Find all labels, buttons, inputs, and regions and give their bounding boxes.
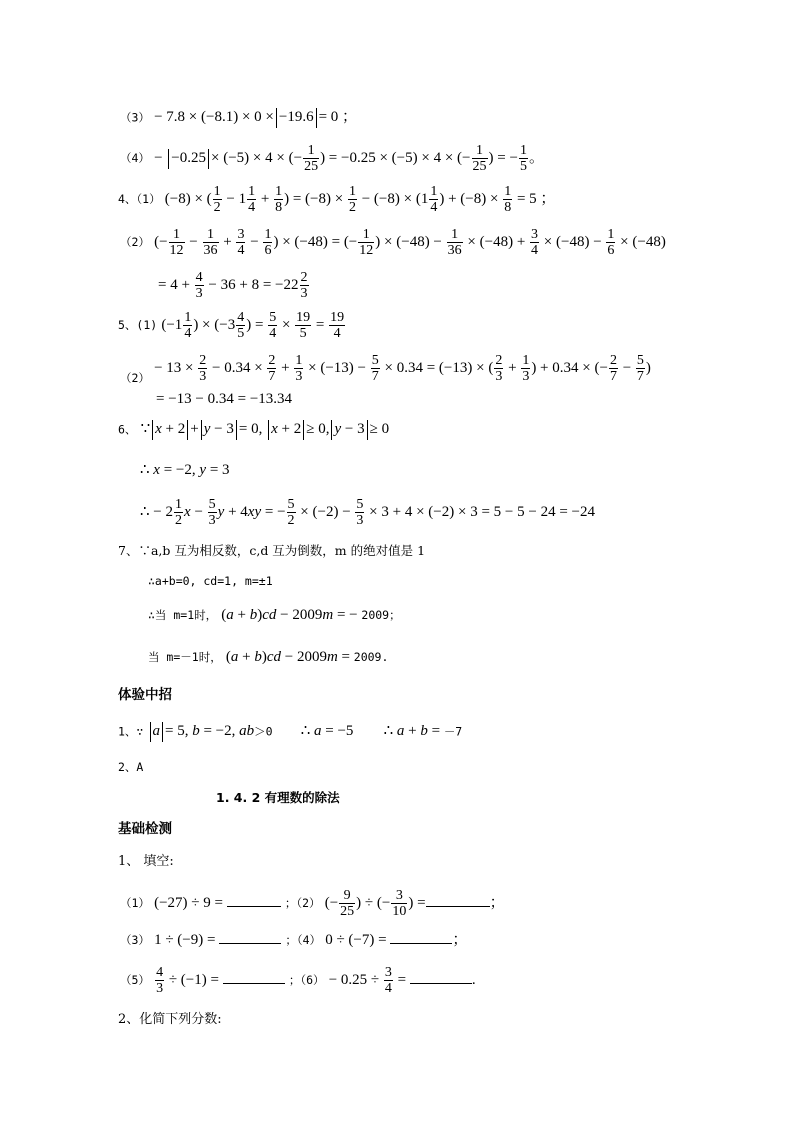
answer-blank[interactable] — [227, 894, 281, 907]
label: （2） — [120, 234, 150, 249]
answer-3-3 — [120, 108, 357, 128]
label: 4、（1） — [118, 191, 161, 206]
answer-7: 7、∵a,b 互为相反数，c,d 互为倒数，m 的绝对值是 1 — [118, 543, 426, 558]
answer-5-2-cont: = −13 − 0.34 = −13.34 — [156, 391, 293, 407]
expression: (−8) × ( $\frac{1}{2}$ − 1 $\frac{1}{4}$ + $\frac{1}{8}$ ) = (−8) × $\frac{1}{2}$ − (−8) × (1 $\frac{1}{4}$ ) + (−8) × $\frac{1}{8}$ = 5 ； — [164, 184, 556, 215]
basic-row-2: （3） 1 ÷ (−9) = ；（4） 0 ÷ (−7) = ； — [120, 932, 468, 948]
subtitle: 1. 4. 2 有理数的除法 — [216, 790, 340, 805]
expression: − 7.8 × (−8.1) × 0 × −19.6 = 0 ； — [154, 109, 357, 125]
label: 5、(1) — [118, 317, 158, 332]
answer-blank[interactable] — [426, 894, 490, 907]
label: 6、 — [118, 422, 137, 437]
answer-blank[interactable] — [219, 931, 281, 944]
answer-4-1 — [118, 184, 555, 215]
answer-7-b — [148, 608, 401, 623]
expression: (−1 $\frac{1}{4}$ ) × (−3 $\frac{4}{5}$ ) = $\frac{5}{4}$ × $\frac{19}{5}$ = $\frac{19}{4}$ — [161, 310, 345, 341]
answer-3-4 — [120, 143, 544, 174]
answer-6 — [118, 420, 389, 440]
mid-q2: 2、A — [118, 760, 144, 774]
label: （4） — [120, 150, 150, 165]
answer-4-2 — [120, 227, 666, 258]
answer-blank[interactable] — [410, 971, 472, 984]
answer-4-2-cont: = 4 + $\frac{4}{3}$ − 36 + 8 = −22 $\frac{2}{3}$ — [158, 270, 308, 301]
value: 2009. — [353, 650, 389, 664]
label: ∴当 m=1时， — [148, 608, 218, 622]
label: （2） — [120, 370, 150, 385]
answer-blank[interactable] — [223, 971, 285, 984]
expression: (a + b)cd − 2009m = − — [221, 607, 362, 623]
mid-q1: 1、∵ a = 5, b = −2, ab＞0 ∴ a = −5 ∴ a + b = －7 — [118, 722, 462, 742]
expression: a = 5, b = −2, ab — [148, 723, 255, 739]
expression: (− $\frac{1}{12}$ − $\frac{1}{36}$ + $\frac{3}{4}$ − $\frac{1}{6}$ ) × (−48) = (− $\frac{1}{12}$ ) × (−48) − $\frac{1}{36}$ × (−48) + $\frac{3}{4}$ × (−48) − $\frac{1}{6}$ × (−48) — [154, 227, 666, 258]
answer-5-2 — [120, 353, 651, 384]
basic-row-1: （1） (−27) ÷ 9 = ；（2） (− $\frac{9}{25}$ ) ÷ (− $\frac{3}{10}$ ) = ； — [120, 888, 505, 919]
answer-7-a: ∴a+b=0, cd=1, m=±1 — [148, 574, 273, 588]
basic-q1: 1、 填空: — [118, 854, 174, 869]
label: 1、∵ — [118, 724, 144, 739]
answer-5-1 — [118, 310, 346, 341]
answer-6-b: ∴ x = −2, y = 3 — [140, 462, 230, 478]
basic-row-3: （5） $\frac{4}{3}$ ÷ (−1) = ；（6） − 0.25 ÷ $\frac{3}{4}$ = . — [120, 965, 476, 996]
expression: − −0.25 × (−5) × 4 × (− $\frac{1}{25}$ ) = −0.25 × (−5) × 4 × (− $\frac{1}{25}$ ) = − $\frac{1}{5}$ 。 — [154, 143, 544, 174]
answer-blank[interactable] — [390, 931, 452, 944]
section-heading-basic: 基础检测 — [118, 821, 172, 837]
label: 当 m=－1时， — [148, 650, 222, 664]
answer-7-c — [148, 650, 388, 665]
expression: (a + b)cd − 2009m = — [225, 649, 354, 665]
section-heading-mid: 体验中招 — [118, 687, 172, 703]
expression: ∵ x + 2 + y − 3 = 0, x + 2 ≥ 0, y − 3 ≥ 0 — [141, 421, 390, 437]
expression: − 13 × $\frac{2}{3}$ − 0.34 × $\frac{2}{7}$ + $\frac{1}{3}$ × (−13) − $\frac{5}{7}$ × 0.34 = (−13) × ( $\frac{2}{3}$ + $\frac{1}{3}$ ) + 0.34 × (− $\frac{2}{7}$ − $\frac{5}{7}$ ) — [154, 353, 651, 384]
label: （3） — [120, 110, 150, 125]
basic-q2: 2、化简下列分数: — [118, 1012, 222, 1027]
value: 2009； — [361, 608, 401, 622]
answer-6-c: ∴ − 2 $\frac{1}{2}$ x − $\frac{5}{3}$ y + 4xy = − $\frac{5}{2}$ × (−2) − $\frac{5}{3}$ × 3 + 4 × (−2) × 3 = 5 − 5 − 24 = −24 — [140, 497, 596, 528]
